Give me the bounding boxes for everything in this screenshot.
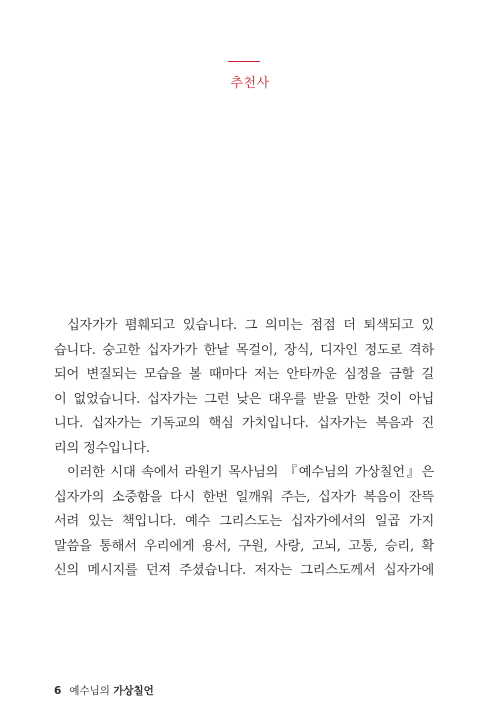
title-rule bbox=[228, 61, 260, 62]
book-title: 가상칠언 bbox=[113, 685, 154, 697]
paragraph-line: 십자가가 폄훼되고 있습니다. 그 의미는 점점 더 퇴색되고 있 bbox=[67, 318, 434, 333]
paragraph-line: 니다. 십자가는 기독교의 핵심 가치입니다. 십자가는 복음과 진 bbox=[54, 416, 434, 431]
paragraph-line: 십자가의 소중함을 다시 한번 일깨워 주는, 십자가 복음이 잔뜩 bbox=[54, 489, 434, 505]
paragraph-line: 이 없었습니다. 십자가는 그런 낮은 대우를 받을 만한 것이 아닙 bbox=[54, 391, 434, 407]
paragraph-line: 신의 메시지를 던져 주셨습니다. 저자는 그리스도께서 십자가에 bbox=[54, 563, 434, 578]
section-title: 추천사 bbox=[230, 76, 270, 91]
paragraph-line: 리의 정수입니다. bbox=[54, 440, 150, 456]
paragraph-line: 되어 변질되는 모습을 볼 때마다 저는 안타까운 심정을 금할 길 bbox=[54, 367, 434, 382]
page-number: 6 bbox=[54, 685, 62, 697]
paragraph-line: 이러한 시대 속에서 라원기 목사님의 『예수님의 가상칠언』은 bbox=[67, 465, 434, 480]
book-title-prefix: 예수님의 bbox=[69, 685, 114, 697]
paragraph-line: 서려 있는 책입니다. 예수 그리스도는 십자가에서의 일곱 가지 bbox=[54, 514, 434, 529]
body-text bbox=[54, 314, 434, 584]
paragraph-line: 습니다. 숭고한 십자가가 한낱 목걸이, 장식, 디자인 정도로 격하 bbox=[54, 342, 434, 358]
paragraph-line: 말씀을 통해서 우리에게 용서, 구원, 사랑, 고뇌, 고통, 승리, 확 bbox=[54, 538, 434, 554]
page-footer bbox=[54, 683, 154, 698]
